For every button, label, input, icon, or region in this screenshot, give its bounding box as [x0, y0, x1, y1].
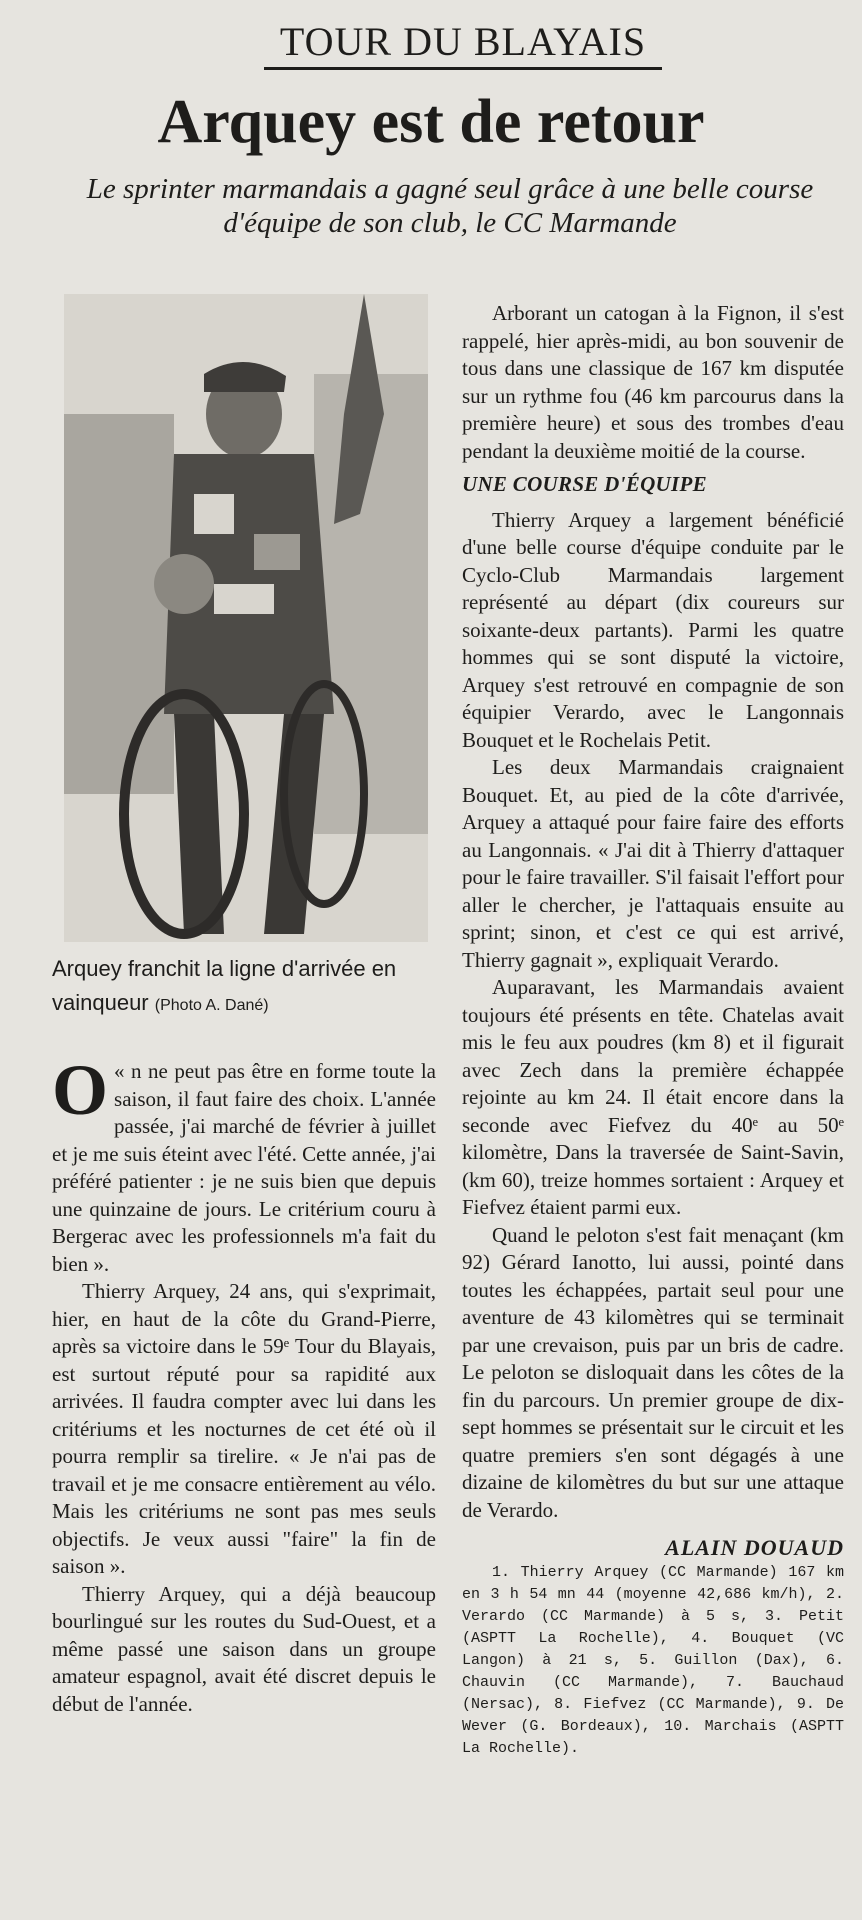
byline: ALAIN DOUAUD: [665, 1535, 844, 1560]
headline: Arquey est de retour: [157, 88, 705, 156]
paragraph-text: n ne peut pas être en forme toute la saison, il faut faire des choix. L'année passée, j'ai marché de février à juillet et je me suis éteint avec l'été. Cette année, j'ai préféré patienter : je ne suis bien que depuis une quinzaine de jours. Le critérium couru à Bergerac avec les professionnels m'a fait du bien ».: [52, 1059, 437, 1276]
right-column: [462, 300, 844, 1760]
race-results: 1. Thierry Arquey (CC Marmande) 167 km en 3 h 54 mn 44 (moyenne 42,686 km/h), 2. Verardo (CC Marmande) à 5 s, 3. Petit (ASPTT La Rochelle), 4. Bouquet (VC Langon) à 21 s, 5. Guillon (Dax), 6. Chauvin (CC Marmande), 7. Bauchaud (Nersac), 8. Fiefvez (CC Marmande), 9. De Wever (G. Bordeaux), 10. Marchais (ASPTT La Rochelle).: [462, 1563, 844, 1757]
paragraph: Quand le peloton s'est fait menaçant (km 92) Gérard Ianotto, lui aussi, pointé dans toutes les échappées, partait seul pour une aventure de 43 kilomètres qui se terminait par une crevaison, puis par un bris de cadre. Le peloton se disloquait dans les côtes de la fin du parcours. Un premier groupe de dix-sept hommes se présentait sur le circuit et les quatre premiers s'en sont dégagés à une dizaine de kilomètres du but sur une attaque de Verardo.: [462, 1222, 844, 1522]
caption-text: Arquey franchit la ligne d'arrivée en vainqueur: [52, 956, 397, 1016]
photo-credit: (Photo A. Dané): [154, 997, 269, 1015]
cyclist-photo-illustration: [64, 294, 428, 942]
dropcap: O: [52, 1050, 109, 1130]
paragraph: Thierry Arquey, qui a déjà beaucoup bourlingué sur les routes du Sud-Ouest, et a même passé une saison dans un groupe amateur espagnol, avait été discret depuis le début de l'année.: [52, 1581, 436, 1716]
subheading: UNE COURSE D'ÉQUIPE: [462, 472, 707, 496]
photo-cyclist: [64, 294, 428, 942]
opening-quote: «: [114, 1059, 132, 1083]
paragraph: Auparavant, les Marmandais avaient toujours été présents en tête. Chatelas avait mis le feu aux poudres (km 8) et il figurait avec Zech dans la première échappée rejointe au km 24. Il était encore dans la seconde avec Fiefvez du 40ᵉ au 50ᵉ kilomètre, Dans la traversée de Saint-Savin, (km 60), treize hommes sortaient : Arquey et Fiefvez étaient parmi eux.: [462, 975, 844, 1219]
left-column: [52, 1050, 437, 1718]
photo-caption: [52, 952, 436, 1020]
paragraph: [52, 1050, 437, 1278]
paragraph: Les deux Marmandais craignaient Bouquet. Et, au pied de la côte d'arrivée, Arquey a attaqué pour faire faire des efforts au Langonnais. « J'ai dit à Thierry d'attaquer pour le faire travailler. S'il faisait l'effort pour aller le chercher, je l'attaquais ensuite au sprint; sinon, et c'est ce qui est arrivé, Thierry gagnait », expliquait Verardo.: [462, 755, 844, 972]
section-kicker: TOUR DU BLAYAIS: [264, 18, 662, 70]
paragraph: Thierry Arquey a largement bénéficié d'une belle course d'équipe conduite par le Cyclo-Club Marmandais largement représenté au départ (dix coureurs sur soixante-deux partants). Parmi les quatre hommes qui se sont disputé la victoire, Arquey s'est retrouvé en compagnie de son équipier Verardo, avec le Langonnais Bouquet et le Rochelais Petit.: [462, 507, 844, 752]
paragraph: Arborant un catogan à la Fignon, il s'est rappelé, hier après-midi, au bon souvenir de tous dans une classique de 167 km disputée sur un rythme fou (46 km parcourus dans la première heure) et sous des trombes d'eau pendant la deuxième moitié de la course.: [462, 301, 844, 463]
paragraph: Thierry Arquey, 24 ans, qui s'exprimait, hier, en haut de la côte du Grand-Pierre, après sa victoire dans le 59ᵉ Tour du Blayais, est surtout réputé pour sa rapidité aux arrivées. Il faudra compter avec lui dans les critériums et les nocturnes de cet été où il pourra remplir sa tirelire. « Je n'ai pas de travail et je me consacre entièrement au vélo. Mais les critériums ne sont pas mes seuls objectifs. Je veux aussi "faire" la fin de saison ».: [52, 1279, 436, 1578]
deck: Le sprinter marmandais a gagné seul grâce à une belle course d'équipe de son club, le CC Marmande: [86, 173, 814, 240]
